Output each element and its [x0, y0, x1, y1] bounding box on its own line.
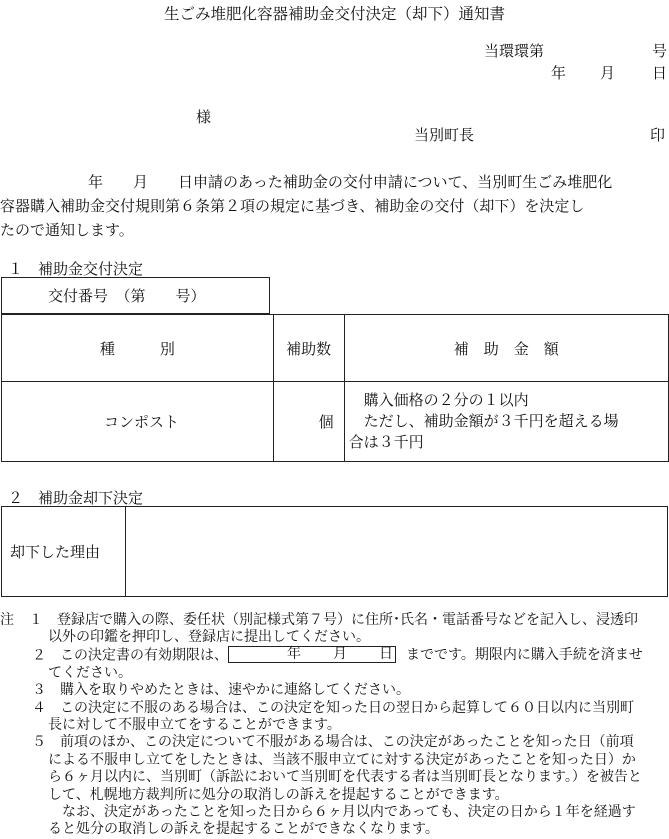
body-line: 容器購入補助金交付規則第６条第２項の規定に基づき、補助金の交付（却下）を決定し	[0, 197, 585, 215]
section2-heading: ２ 補助金却下決定	[8, 489, 144, 507]
date-month: 月	[600, 64, 616, 82]
rejection-reason-field[interactable]	[126, 507, 668, 597]
section1-heading: １ 補助金交付決定	[8, 260, 144, 278]
validity-year: 年	[287, 645, 301, 662]
document-number-label: 当環環第	[484, 42, 545, 60]
note-4: ４ この決定に不服のある場合は、この決定を知った日の翌日から起算して６０日以内に当別町	[32, 699, 634, 716]
note-text: ２ この決定書の有効期限は、	[32, 647, 228, 664]
validity-month: 月	[333, 645, 347, 662]
note-text: １ 登録店で購入の際、委任状（別記様式第７号）に住所･氏名・電話番号などを記入し、浸透印	[29, 612, 638, 628]
note-text: 以外の印鑑を押印し、登録店に提出してください。	[48, 629, 370, 646]
seal-mark: 印	[650, 126, 666, 144]
amount-line: 合は３千円	[348, 433, 424, 451]
note-text: 長に対して不服申立てをすることができます。	[48, 716, 341, 733]
amount-line: 購入価格の２分の１以内	[348, 391, 529, 409]
row-count-unit: 個	[273, 382, 344, 462]
rejection-reason-label: 却下した理由	[2, 507, 126, 597]
validity-day: 日	[379, 645, 393, 662]
row-amount	[344, 382, 668, 462]
date-day: 日	[652, 64, 668, 82]
note-text: による不服申し立てをしたときは、当該不服申立てに対する決定があったことを知った日）か	[48, 751, 636, 768]
grant-number-cell: 交付番号 （第 号）	[2, 278, 270, 314]
amount-line: ただし、補助金額が３千円を超える場	[348, 412, 619, 430]
note-5: ５ 前項のほか、この決定について不服がある場合は、この決定があったことを知った日（前項	[32, 734, 634, 751]
note-3: ３ 購入を取りやめたときは、速やかに連絡してください。	[32, 682, 410, 699]
addressee-suffix: 様	[196, 108, 212, 126]
grant-decision-table	[1, 314, 669, 462]
date-year: 年	[551, 64, 567, 82]
header-count: 補助数	[273, 315, 344, 382]
body-line: たので通知します。	[0, 221, 134, 239]
note-2	[0, 647, 643, 665]
note-text: なお、決定があったことを知った日から６ヶ月以内であっても、決定の日から１年を経過す	[48, 803, 636, 820]
row-type: コンポスト	[2, 382, 274, 462]
rejection-table	[1, 506, 668, 597]
notes-section	[0, 612, 643, 839]
issuer-name: 当別町長	[414, 126, 475, 144]
note-text: までです。期限内に購入手続を済ませ	[406, 647, 643, 664]
grant-number-table	[1, 277, 270, 314]
note-text: ら６ヶ月以内に、当別町（訴訟において当別町を代表する者は当別町長となります。）を被告と	[48, 769, 642, 786]
document-number-suffix: 号	[652, 42, 668, 60]
note-1	[0, 612, 643, 629]
notification-body	[0, 170, 669, 242]
body-line: 年 月 日申請のあった補助金の交付申請について、当別町生ごみ堆肥化	[88, 173, 613, 191]
header-type: 種 別	[2, 315, 274, 382]
note-text: して、札幌地方裁判所に処分の取消しの訴えを提起することができます。	[48, 786, 509, 803]
note-text: てください。	[48, 664, 132, 681]
notes-prefix: 注	[0, 612, 14, 628]
document-title: 生ごみ堆肥化容器補助金交付決定（却下）通知書	[163, 5, 505, 23]
header-amount: 補 助 金 額	[344, 315, 668, 382]
validity-date-box	[228, 646, 396, 663]
note-text: ると処分の取消しの訴えを提起することができなくなります。	[48, 821, 439, 838]
